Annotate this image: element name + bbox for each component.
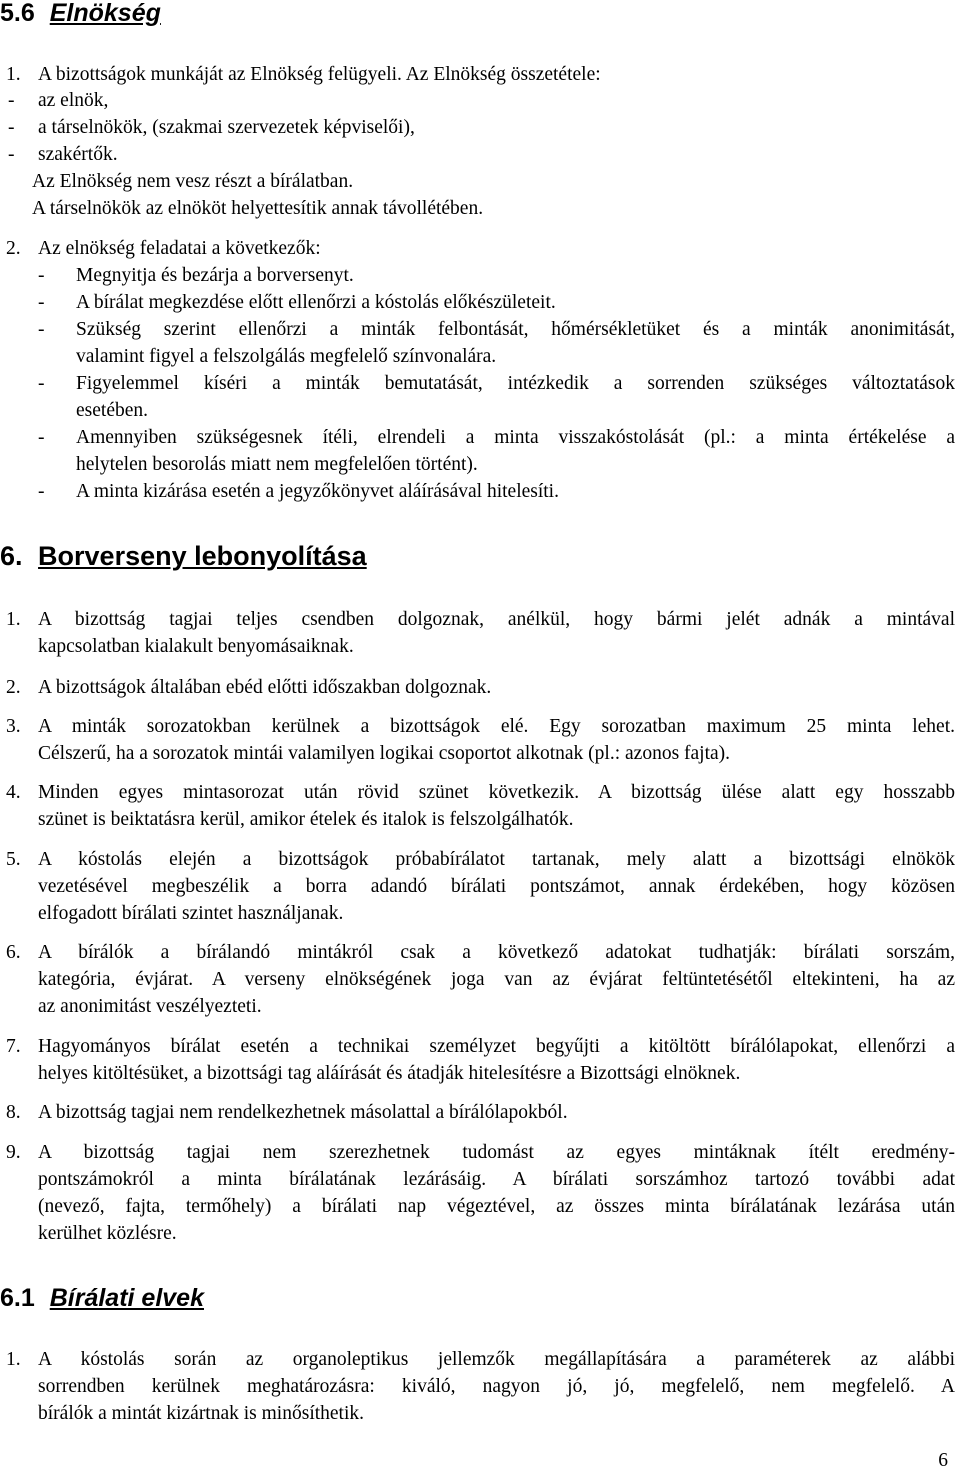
section-number: 5.6 bbox=[0, 0, 35, 27]
dash-text: valamint figyel a felszolgálás megfelelő színvonalára. bbox=[76, 346, 497, 367]
item-number: 4. bbox=[6, 782, 21, 803]
item-text: Célszerű, ha a sorozatok mintái valamilyen logikai csoportot alkotnak (pl.: azonos fajta). bbox=[38, 743, 731, 764]
item-text: kerülhet közlésre. bbox=[38, 1223, 177, 1244]
section-heading-6-1 bbox=[0, 1283, 204, 1313]
dash-text: esetében. bbox=[76, 400, 149, 421]
item-text: A bizottságok munkáját az Elnökség felügyeli. Az Elnökség összetétele: bbox=[38, 64, 601, 85]
item-text: bírálók a mintát kizártnak is minősíthetik. bbox=[38, 1403, 365, 1424]
dash-text: szakértők. bbox=[38, 144, 118, 165]
item-number: 2. bbox=[6, 677, 21, 698]
item-text: sorrendben kerülnek meghatározásra: kiváló, nagyon jó, jó, megfelelő, nem megfelelő. A bbox=[38, 1376, 955, 1397]
item-text: A bizottság tagjai nem rendelkezhetnek másolattal a bírálólapokból. bbox=[38, 1102, 568, 1123]
section-heading-6 bbox=[0, 540, 367, 572]
item-text: A minták sorozatokban kerülnek a bizottságok elé. Egy sorozatban maximum 25 minta lehet. bbox=[38, 716, 955, 737]
item-number: 3. bbox=[6, 716, 21, 737]
item-text: helyes kitöltésüket, a bizottsági tag aláírását és átadják hitelesítésre a Bizottsági elnöknek. bbox=[38, 1063, 741, 1084]
dash-text: A minta kizárása esetén a jegyzőkönyvet aláírásával hitelesíti. bbox=[76, 481, 559, 502]
item-text: az anonimitást veszélyezteti. bbox=[38, 996, 262, 1017]
item-number: 6. bbox=[6, 942, 21, 963]
item-text: Az Elnökség nem vesz részt a bírálatban. bbox=[32, 171, 354, 192]
dash-marker: - bbox=[38, 373, 45, 394]
dash-marker: - bbox=[38, 319, 45, 340]
item-text: A bizottság tagjai nem szerezhetnek tudomást az egyes mintáknak ítélt eredmény- bbox=[38, 1142, 955, 1163]
dash-text: helytelen besorolás miatt nem megfelelően történt). bbox=[76, 454, 478, 475]
dash-text: Figyelemmel kíséri a minták bemutatását, intézkedik a sorrenden szükséges változtatások bbox=[76, 373, 955, 394]
section-heading-5-6 bbox=[0, 0, 161, 28]
item-text: A bizottság tagjai teljes csendben dolgoznak, anélkül, hogy bármi jelét adnák a mintával bbox=[38, 609, 955, 630]
dash-text: Szükség szerint ellenőrzi a minták felbontását, hőmérsékletüket és a minták anonimitását, bbox=[76, 319, 955, 340]
item-text: Az elnökség feladatai a következők: bbox=[38, 238, 321, 259]
item-text: A kóstolás során az organoleptikus jellemzők megállapítására a paraméterek az alábbi bbox=[38, 1349, 955, 1370]
section-title: Elnökség bbox=[49, 0, 161, 27]
dash-text: Amennyiben szükségesnek ítéli, elrendeli a minta visszakóstolását (pl.: a minta értékelése a bbox=[76, 427, 955, 448]
item-text: kapcsolatban kialakult benyomásaiknak. bbox=[38, 636, 354, 657]
item-number: 8. bbox=[6, 1102, 21, 1123]
section-title: Bírálati elvek bbox=[49, 1284, 204, 1312]
item-text: Minden egyes mintasorozat után rövid szünet következik. A bizottság ülése alatt egy hosszabb bbox=[38, 782, 955, 803]
dash-text: a társelnökök, (szakmai szervezetek képviselői), bbox=[38, 117, 415, 138]
item-text: (nevező, fajta, termőhely) a bírálati nap végeztével, az összes minta bírálatának lezárása után bbox=[38, 1196, 955, 1217]
item-text: vezetésével megbeszélik a borra adandó bírálati pontszámot, annak érdekében, hogy közösen bbox=[38, 876, 955, 897]
dash-marker: - bbox=[38, 481, 45, 502]
item-number: 2. bbox=[6, 238, 21, 259]
item-text: szünet is beiktatásra kerül, amikor ételek és italok is felszolgálhatók. bbox=[38, 809, 574, 830]
dash-marker: - bbox=[38, 292, 45, 313]
item-text: A bizottságok általában ebéd előtti időszakban dolgoznak. bbox=[38, 677, 492, 698]
dash-text: A bírálat megkezdése előtt ellenőrzi a kóstolás előkészületeit. bbox=[76, 292, 556, 313]
item-text: kategória, évjárat. A verseny elnökségének joga van az évjárat feltüntetésétől eltekinteni, ha az bbox=[38, 969, 955, 990]
dash-text: az elnök, bbox=[38, 90, 109, 111]
item-number: 5. bbox=[6, 849, 21, 870]
page-number: 6 bbox=[938, 1450, 948, 1471]
section-number: 6. bbox=[0, 541, 23, 571]
item-text: A társelnökök az elnököt helyettesítik annak távollétében. bbox=[32, 198, 484, 219]
dash-text: Megnyitja és bezárja a borversenyt. bbox=[76, 265, 354, 286]
item-number: 7. bbox=[6, 1036, 21, 1057]
item-text: Hagyományos bírálat esetén a technikai személyzet begyűjti a kitöltött bírálólapokat, ellenőrzi a bbox=[38, 1036, 955, 1057]
dash-marker: - bbox=[8, 117, 15, 138]
item-text: A bírálók a bírálandó mintákról csak a következő adatokat tudhatják: bírálati sorszám, bbox=[38, 942, 955, 963]
item-number: 1. bbox=[6, 609, 21, 630]
dash-marker: - bbox=[38, 265, 45, 286]
item-number: 1. bbox=[6, 64, 21, 85]
item-text: elfogadott bírálati szintet használjanak. bbox=[38, 903, 344, 924]
dash-marker: - bbox=[38, 427, 45, 448]
item-text: A kóstolás elején a bizottságok próbabírálatot tartanak, mely alatt a bizottsági elnökök bbox=[38, 849, 955, 870]
dash-marker: - bbox=[8, 90, 15, 111]
item-text: pontszámokról a minta bírálatának lezárásáig. A bírálati sorszámhoz tartozó további adat bbox=[38, 1169, 955, 1190]
section-number: 6.1 bbox=[0, 1284, 35, 1312]
item-number: 1. bbox=[6, 1349, 21, 1370]
dash-marker: - bbox=[8, 144, 15, 165]
item-number: 9. bbox=[6, 1142, 21, 1163]
section-title: Borverseny lebonyolítása bbox=[38, 541, 367, 571]
